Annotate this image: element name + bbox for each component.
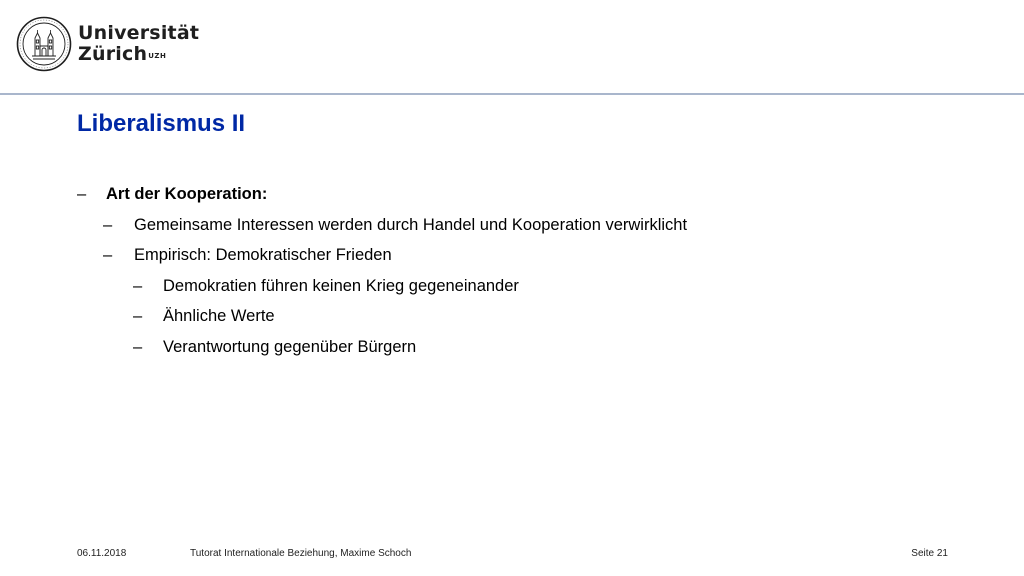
footer-date: 06.11.2018 (77, 548, 127, 559)
bullet-dash: – (133, 307, 143, 325)
header-divider (0, 93, 1024, 95)
bullet-dash: – (133, 276, 143, 295)
logo-suffix: UZH (148, 52, 167, 60)
slide-title: Liberalismus II (77, 110, 246, 137)
university-name (78, 23, 199, 65)
bullet-dash: – (103, 246, 113, 264)
bullet-text: Ähnliche Werte (163, 307, 275, 325)
bullet-dash: – (103, 215, 113, 234)
bullet-text: Art der Kooperation: (106, 185, 268, 203)
bullet-text: Verantwortung gegenüber Bürgern (163, 337, 417, 356)
footer-page-number: Seite 21 (911, 548, 948, 559)
bullet-dash: – (77, 185, 87, 203)
bullet-text: Gemeinsame Interessen werden durch Handel und Kooperation verwirklicht (134, 215, 688, 234)
bullet-text: Empirisch: Demokratischer Frieden (134, 246, 392, 264)
bullet-dash: – (133, 337, 143, 356)
logo-line-2 (78, 44, 199, 65)
seal-icon (16, 16, 72, 72)
university-logo (16, 14, 199, 74)
footer-title: Tutorat Internationale Beziehung, Maxime Schoch (190, 548, 412, 559)
bullet-text: Demokratien führen keinen Krieg gegeneinander (163, 276, 519, 295)
logo-line-1: Universität (78, 22, 200, 44)
logo-line-2-text: Zürich (78, 43, 148, 65)
